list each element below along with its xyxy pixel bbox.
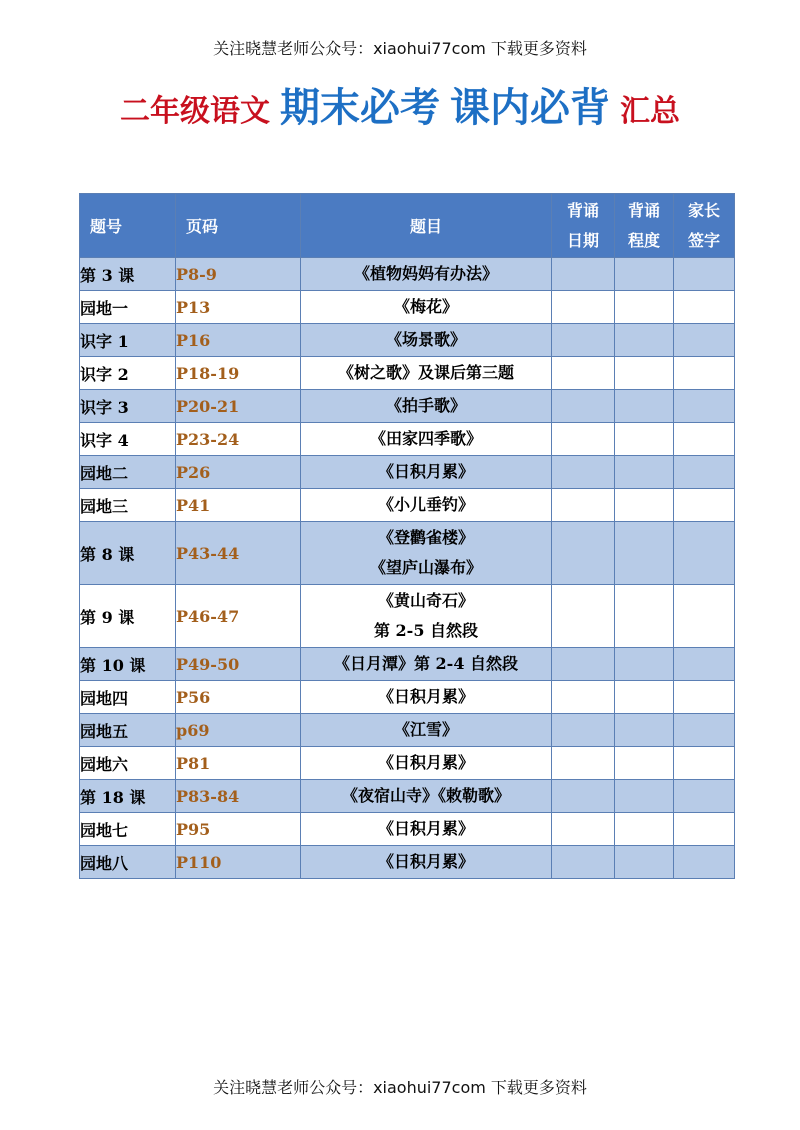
- cell-page: P56: [176, 681, 301, 714]
- topic-line-1: 《拍手歌》: [385, 396, 466, 415]
- cell-number: 园地八: [80, 846, 176, 879]
- cell-page: p69: [176, 714, 301, 747]
- cell-recite-date[interactable]: [552, 681, 615, 714]
- topic-line-1: 《日月潭》第 2-4 自然段: [333, 654, 519, 673]
- header-parent-signature: [674, 194, 735, 258]
- table-row: [80, 324, 735, 357]
- header-parent-signature-line2: 签字: [687, 230, 720, 250]
- table-row: [80, 357, 735, 390]
- cell-parent-signature[interactable]: [674, 648, 735, 681]
- table-row: [80, 423, 735, 456]
- cell-page: P13: [176, 291, 301, 324]
- cell-recite-level[interactable]: [615, 747, 674, 780]
- topic-line-2: 《望庐山瀑布》: [369, 558, 482, 577]
- cell-number: 园地六: [80, 747, 176, 780]
- table-row: [80, 846, 735, 879]
- cell-parent-signature[interactable]: [674, 813, 735, 846]
- cell-parent-signature[interactable]: [674, 258, 735, 291]
- topic-line-1: 《江雪》: [393, 720, 458, 739]
- cell-number: 园地四: [80, 681, 176, 714]
- cell-parent-signature[interactable]: [674, 522, 735, 585]
- page-title: [0, 76, 800, 133]
- cell-recite-date[interactable]: [552, 324, 615, 357]
- cell-page: P41: [176, 489, 301, 522]
- header-recite-date-line1: 背诵: [566, 200, 599, 220]
- header-recite-level-line1: 背诵: [627, 200, 660, 220]
- table-row: [80, 813, 735, 846]
- cell-number: 园地二: [80, 456, 176, 489]
- cell-number: 第 3 课: [80, 258, 176, 291]
- topic-line-1: 《日积月累》: [377, 753, 474, 772]
- topic-line-1: 《黄山奇石》: [377, 591, 474, 610]
- cell-number: 第 10 课: [80, 648, 176, 681]
- cell-recite-date[interactable]: [552, 423, 615, 456]
- title-part-summary: 汇总: [620, 94, 680, 129]
- cell-recite-date[interactable]: [552, 846, 615, 879]
- cell-page: P20-21: [176, 390, 301, 423]
- cell-page: P16: [176, 324, 301, 357]
- cell-page: P95: [176, 813, 301, 846]
- cell-recite-level[interactable]: [615, 846, 674, 879]
- cell-recite-date[interactable]: [552, 291, 615, 324]
- watermark-top: 关注晓慧老师公众号：xiaohui77com 下载更多资料: [213, 39, 587, 58]
- cell-topic: [301, 714, 552, 747]
- table-row: [80, 456, 735, 489]
- header-page: 页码: [176, 194, 301, 258]
- cell-parent-signature[interactable]: [674, 456, 735, 489]
- table-header-row: [80, 194, 735, 258]
- cell-recite-date[interactable]: [552, 747, 615, 780]
- cell-topic: [301, 681, 552, 714]
- cell-number: 识字 1: [80, 324, 176, 357]
- title-part-recite: 课内必背: [450, 85, 610, 131]
- table-row: [80, 714, 735, 747]
- cell-recite-date[interactable]: [552, 390, 615, 423]
- cell-parent-signature[interactable]: [674, 390, 735, 423]
- cell-number: 第 18 课: [80, 780, 176, 813]
- cell-topic: [301, 291, 552, 324]
- header-recite-date-line2: 日期: [566, 230, 599, 250]
- cell-topic: [301, 258, 552, 291]
- cell-topic: [301, 390, 552, 423]
- table-row: [80, 585, 735, 648]
- table-row: [80, 489, 735, 522]
- topic-line-1: 《夜宿山寺》《敕勒歌》: [341, 786, 510, 805]
- cell-page: P110: [176, 846, 301, 879]
- cell-topic: [301, 489, 552, 522]
- cell-page: P26: [176, 456, 301, 489]
- topic-line-1: 《场景歌》: [385, 330, 466, 349]
- topic-line-2: 第 2-5 自然段: [373, 621, 479, 640]
- cell-recite-date[interactable]: [552, 357, 615, 390]
- cell-topic: [301, 780, 552, 813]
- cell-recite-level[interactable]: [615, 390, 674, 423]
- topic-line-1: 《田家四季歌》: [369, 429, 482, 448]
- table-row: [80, 681, 735, 714]
- cell-topic: [301, 747, 552, 780]
- table-row: [80, 390, 735, 423]
- topic-line-1: 《日积月累》: [377, 852, 474, 871]
- cell-topic: [301, 813, 552, 846]
- cell-recite-level[interactable]: [615, 585, 674, 648]
- table-row: [80, 522, 735, 585]
- title-part-grade: 二年级语文: [120, 94, 270, 129]
- cell-recite-level[interactable]: [615, 258, 674, 291]
- cell-recite-level[interactable]: [615, 522, 674, 585]
- cell-parent-signature[interactable]: [674, 846, 735, 879]
- table-row: [80, 291, 735, 324]
- cell-recite-date[interactable]: [552, 522, 615, 585]
- cell-number: 识字 4: [80, 423, 176, 456]
- cell-parent-signature[interactable]: [674, 681, 735, 714]
- cell-recite-date[interactable]: [552, 714, 615, 747]
- cell-page: P81: [176, 747, 301, 780]
- cell-topic: [301, 324, 552, 357]
- topic-line-1: 《日积月累》: [377, 687, 474, 706]
- cell-recite-level[interactable]: [615, 813, 674, 846]
- cell-recite-level[interactable]: [615, 423, 674, 456]
- topic-line-1: 《树之歌》及课后第三题: [337, 363, 514, 382]
- cell-recite-level[interactable]: [615, 357, 674, 390]
- topic-line-1: 《梅花》: [393, 297, 458, 316]
- cell-recite-date[interactable]: [552, 648, 615, 681]
- cell-page: P46-47: [176, 585, 301, 648]
- cell-page: P49-50: [176, 648, 301, 681]
- watermark-bottom: 关注晓慧老师公众号：xiaohui77com 下载更多资料: [213, 1078, 587, 1097]
- cell-page: P83-84: [176, 780, 301, 813]
- cell-recite-level[interactable]: [615, 780, 674, 813]
- cell-parent-signature[interactable]: [674, 780, 735, 813]
- cell-recite-level[interactable]: [615, 456, 674, 489]
- cell-recite-date[interactable]: [552, 780, 615, 813]
- cell-number: 园地三: [80, 489, 176, 522]
- cell-recite-level[interactable]: [615, 681, 674, 714]
- cell-number: 园地五: [80, 714, 176, 747]
- table-row: [80, 648, 735, 681]
- cell-parent-signature[interactable]: [674, 423, 735, 456]
- cell-parent-signature[interactable]: [674, 747, 735, 780]
- header-number: 题号: [80, 194, 176, 258]
- cell-topic: [301, 357, 552, 390]
- table-row: [80, 780, 735, 813]
- cell-number: 识字 2: [80, 357, 176, 390]
- cell-parent-signature[interactable]: [674, 324, 735, 357]
- cell-recite-date[interactable]: [552, 258, 615, 291]
- header-recite-date: [552, 194, 615, 258]
- header-recite-level-line2: 程度: [627, 230, 660, 250]
- cell-recite-level[interactable]: [615, 324, 674, 357]
- topic-line-1: 《登鹳雀楼》: [377, 528, 474, 547]
- cell-topic: [301, 456, 552, 489]
- cell-recite-level[interactable]: [615, 648, 674, 681]
- cell-recite-date[interactable]: [552, 489, 615, 522]
- topic-line-1: 《日积月累》: [377, 462, 474, 481]
- header-recite-level: [615, 194, 674, 258]
- table-row: [80, 747, 735, 780]
- cell-number: 园地七: [80, 813, 176, 846]
- cell-page: P18-19: [176, 357, 301, 390]
- cell-page: P23-24: [176, 423, 301, 456]
- table-row: [80, 258, 735, 291]
- cell-recite-level[interactable]: [615, 714, 674, 747]
- title-part-final: 期末必考: [280, 85, 440, 131]
- cell-recite-date[interactable]: [552, 585, 615, 648]
- cell-number: 第 8 课: [80, 522, 176, 585]
- cell-recite-date[interactable]: [552, 813, 615, 846]
- cell-topic: [301, 522, 552, 585]
- cell-parent-signature[interactable]: [674, 291, 735, 324]
- cell-recite-date[interactable]: [552, 456, 615, 489]
- cell-topic: [301, 423, 552, 456]
- recitation-table: [79, 193, 735, 879]
- header-parent-signature-line1: 家长: [687, 200, 720, 220]
- cell-recite-level[interactable]: [615, 291, 674, 324]
- topic-line-1: 《日积月累》: [377, 819, 474, 838]
- cell-parent-signature[interactable]: [674, 357, 735, 390]
- header-topic: 题目: [301, 194, 552, 258]
- cell-number: 第 9 课: [80, 585, 176, 648]
- cell-page: P8-9: [176, 258, 301, 291]
- cell-parent-signature[interactable]: [674, 714, 735, 747]
- topic-line-1: 《小儿垂钓》: [377, 495, 474, 514]
- cell-number: 识字 3: [80, 390, 176, 423]
- cell-page: P43-44: [176, 522, 301, 585]
- cell-recite-level[interactable]: [615, 489, 674, 522]
- cell-topic: [301, 648, 552, 681]
- cell-number: 园地一: [80, 291, 176, 324]
- cell-parent-signature[interactable]: [674, 489, 735, 522]
- cell-topic: [301, 585, 552, 648]
- topic-line-1: 《植物妈妈有办法》: [353, 264, 498, 283]
- cell-topic: [301, 846, 552, 879]
- cell-parent-signature[interactable]: [674, 585, 735, 648]
